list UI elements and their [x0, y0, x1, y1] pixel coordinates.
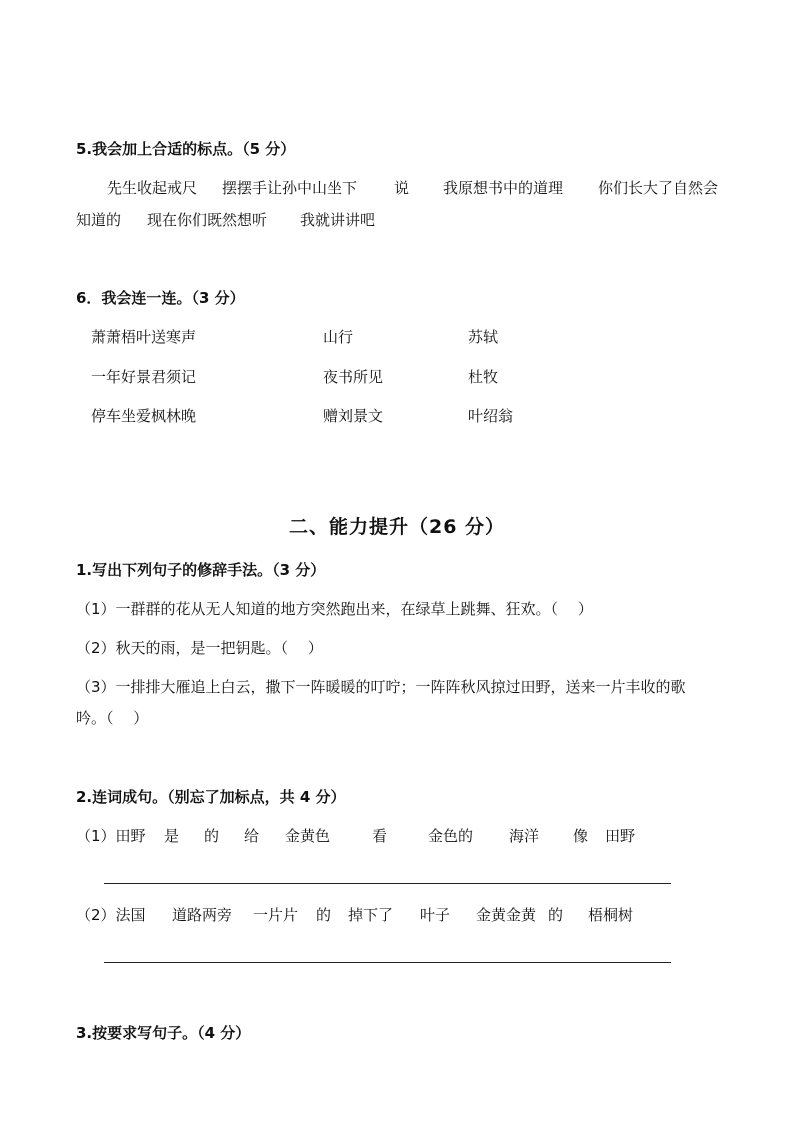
word-chip: 像: [573, 827, 589, 845]
q5-title: 5.我会加上合适的标点。（5 分）: [76, 140, 296, 158]
p1-item-3-cont: 吟。（ ）: [76, 709, 149, 727]
poem-line: 停车坐爱枫林晚: [91, 407, 197, 425]
word-chip: （2）法国: [76, 906, 146, 924]
p3-title: 3.按要求写句子。（4 分）: [76, 1024, 251, 1042]
word-chip: 掉下了: [348, 906, 394, 924]
p1-item-1: （1）一群群的花从无人知道的地方突然跑出来，在绿草上跳舞、狂欢。（ ）: [76, 600, 593, 618]
answer-line[interactable]: [104, 883, 671, 884]
word-chip: 给: [244, 827, 260, 845]
poem-line: 萧萧梧叶送寒声: [91, 328, 197, 346]
word-chip: 是: [164, 827, 180, 845]
answer-line[interactable]: [104, 962, 671, 963]
word-chip: 的: [548, 906, 564, 924]
word-chip: 叶子: [420, 906, 451, 924]
word-chip: 一片片: [253, 906, 299, 924]
word-chip: 海洋: [509, 827, 540, 845]
q6-title: 6．我会连一连。（3 分）: [76, 289, 245, 307]
word-chip: 田野: [605, 827, 636, 845]
word-chip: 金黄金黄: [476, 906, 537, 924]
poet-name: 苏轼: [468, 328, 499, 346]
q5-phrase: 说: [394, 179, 410, 197]
section-heading: 二、能力提升（26 分）: [288, 516, 506, 538]
p1-item-2: （2）秋天的雨，是一把钥匙。（ ）: [76, 639, 323, 657]
q5-phrase: 你们长大了自然会: [598, 179, 719, 197]
word-chip: 看: [372, 827, 388, 845]
word-chip: 的: [316, 906, 332, 924]
word-chip: 道路两旁: [172, 906, 233, 924]
q5-phrase: 先生收起戒尺: [107, 179, 198, 197]
poem-line: 一年好景君须记: [91, 368, 197, 386]
poet-name: 杜牧: [468, 368, 499, 386]
poem-title: 赠刘景文: [323, 407, 384, 425]
q5-phrase: 知道的: [76, 211, 122, 229]
q5-phrase: 我原想书中的道理: [443, 179, 564, 197]
word-chip: 金色的: [428, 827, 474, 845]
word-chip: 梧桐树: [588, 906, 634, 924]
poem-title: 山行: [323, 328, 354, 346]
q5-phrase: 摆摆手让孙中山坐下: [222, 179, 358, 197]
word-chip: 的: [204, 827, 220, 845]
p2-title: 2.连词成句。（别忘了加标点，共 4 分）: [76, 788, 346, 806]
q5-phrase: 我就讲讲吧: [300, 211, 376, 229]
p1-title: 1.写出下列句子的修辞手法。（3 分）: [76, 561, 326, 579]
word-chip: 金黄色: [285, 827, 331, 845]
poem-title: 夜书所见: [323, 368, 384, 386]
word-chip: （1）田野: [76, 827, 146, 845]
poet-name: 叶绍翁: [468, 407, 514, 425]
q5-phrase: 现在你们既然想听: [147, 211, 268, 229]
p1-item-3: （3）一排排大雁追上白云，撒下一阵暖暖的叮咛；一阵阵秋风掠过田野，送来一片丰收的歌: [76, 678, 686, 696]
